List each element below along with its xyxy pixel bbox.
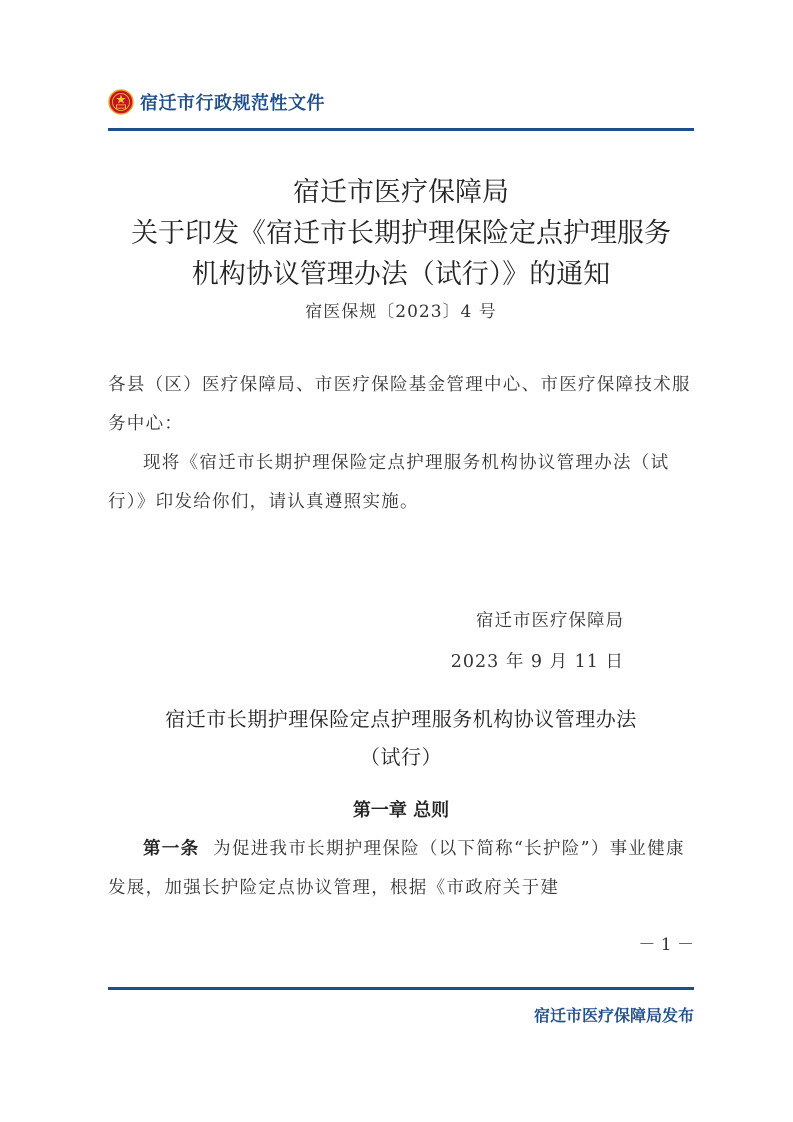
signature-organization: 宿迁市医疗保障局 xyxy=(476,611,624,631)
title-line-3: 机构协议管理办法（试行）》的通知 xyxy=(191,259,611,290)
header-divider xyxy=(108,128,694,131)
document-title xyxy=(108,172,694,295)
chapter-heading: 第一章 总则 xyxy=(352,800,450,821)
title-line-1: 宿迁市医疗保障局 xyxy=(293,177,509,208)
notice-paragraph: 现将《宿迁市长期护理保险定点护理服务机构协议管理办法（试行）》印发给你们，请认真遵照实施。 xyxy=(108,453,670,512)
measures-title xyxy=(108,700,694,776)
document-number: 宿医保规〔2023〕4 号 xyxy=(305,302,497,322)
signature-date: 2023 年 9 月 11 日 xyxy=(450,652,624,672)
national-emblem-icon xyxy=(108,89,134,115)
addressee: 各县（区）医疗保障局、市医疗保险基金管理中心、市医疗保障技术服务中心： xyxy=(108,375,691,434)
document-header xyxy=(108,84,325,120)
measures-title-line-1: 宿迁市长期护理保险定点护理服务机构协议管理办法 xyxy=(165,707,637,731)
article-text: 为促进我市长期护理保险（以下简称“长护险”）事业健康发展，加强长护险定点协议管理，根据《市政府关于建 xyxy=(108,839,685,898)
header-title: 宿迁市行政规范性文件 xyxy=(140,93,325,114)
measures-title-line-2: （试行） xyxy=(360,745,442,769)
footer-divider xyxy=(108,987,694,990)
title-line-2: 关于印发《宿迁市长期护理保险定点护理服务 xyxy=(131,218,671,249)
article-one xyxy=(108,830,696,908)
article-label: 第一条 xyxy=(143,839,200,859)
page-number: － 1 － xyxy=(638,935,694,955)
footer-publisher: 宿迁市医疗保障局发布 xyxy=(533,1006,694,1025)
